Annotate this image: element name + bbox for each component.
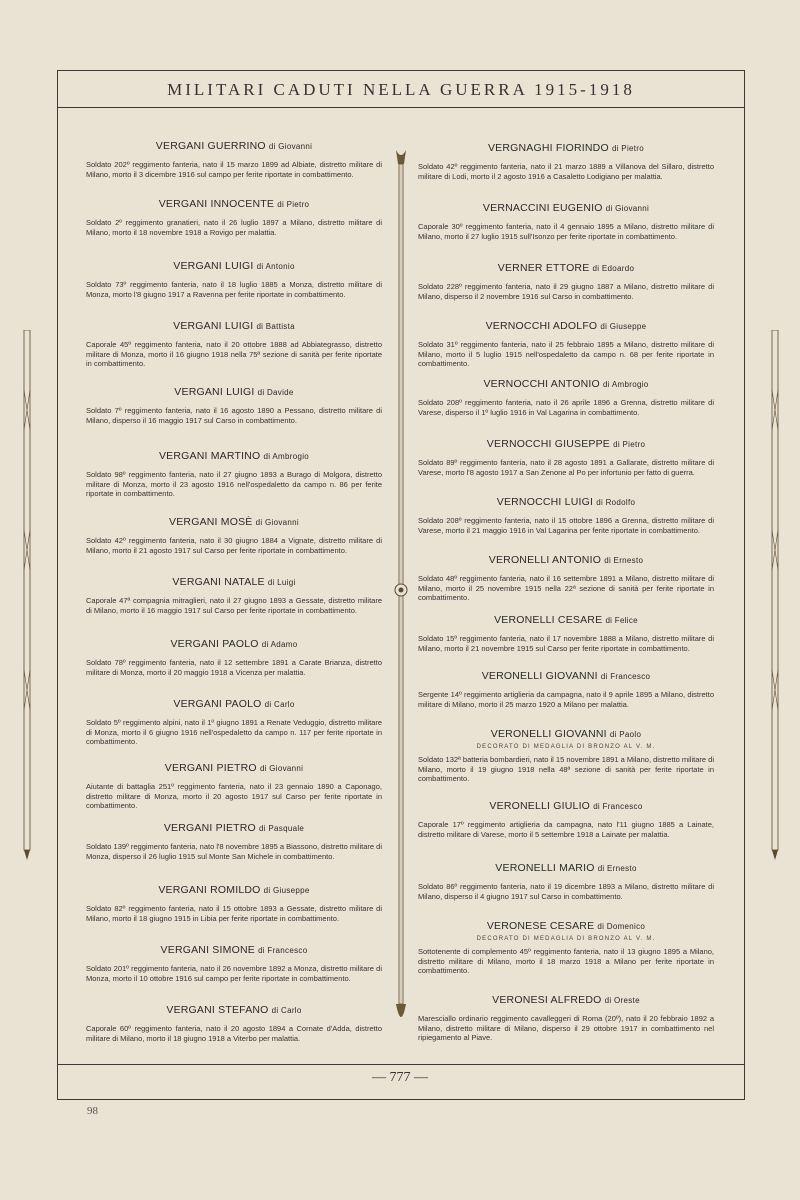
casualty-name: VERONESE CESARE xyxy=(486,920,595,932)
casualty-description: Maresciallo ordinario reggimento cavalleggeri di Roma (20º), nato il 20 febbraio 1892 a Milano, distretto militare di Milano, disperso il 29 ottobre 1917 in combattimento nel ripiegamento al Piave. xyxy=(418,1014,714,1042)
casualty-description: Caporale 60º reggimento fanteria, nato il 20 agosto 1894 a Cornate d'Adda, distretto militare di Milano, morto il 18 giugno 1918 a Viterbo per malattia. xyxy=(86,1024,382,1043)
casualty-name-line xyxy=(418,800,714,812)
right-ornament-icon xyxy=(768,330,782,860)
casualty-entry xyxy=(418,920,714,976)
casualty-parent: di Adamo xyxy=(261,640,298,649)
casualty-name-line xyxy=(86,140,382,152)
casualty-name: VERGANI PIETRO xyxy=(163,822,256,834)
casualty-entry xyxy=(86,884,382,923)
casualty-description: Soldato 228º reggimento fanteria, nato il 29 giugno 1887 a Milano, distretto militare di Milano, disperso il 2 novembre 1916 sul Carso in combattimento. xyxy=(418,282,714,301)
casualty-name: VERGANI LUIGI xyxy=(173,320,254,332)
casualty-name-line xyxy=(418,670,714,682)
casualty-entry xyxy=(86,450,382,499)
casualty-parent: di Ernesto xyxy=(604,556,644,565)
casualty-entry xyxy=(418,142,714,181)
casualty-parent: di Carlo xyxy=(271,1006,302,1015)
page-header xyxy=(57,72,745,108)
casualty-description: Soldato 86º reggimento fanteria, nato il 19 dicembre 1893 a Milano, distretto militare di Milano, disperso il 4 giugno 1917 sul Carso in combattimento. xyxy=(418,882,714,901)
casualty-name-line xyxy=(418,438,714,450)
casualty-name-line xyxy=(86,762,382,774)
casualty-entry xyxy=(86,576,382,615)
casualty-name: VERNOCCHI ANTONIO xyxy=(483,378,600,390)
casualty-parent: di Ambrogio xyxy=(263,452,310,461)
decoration-note: DECORATO DI MEDAGLIA DI BRONZO AL V. M. xyxy=(476,744,656,750)
casualty-parent: di Francesco xyxy=(600,672,651,681)
casualty-entry xyxy=(418,614,714,653)
casualty-parent: di Davide xyxy=(257,388,294,397)
casualty-entry xyxy=(418,994,714,1043)
casualty-name: VERGANI PIETRO xyxy=(164,762,257,774)
casualty-entry xyxy=(86,822,382,861)
casualty-name-line xyxy=(418,142,714,154)
casualty-name: VERGANI LUIGI xyxy=(173,260,254,272)
casualty-description: Sergente 14º reggimento artiglieria da campagna, nato il 9 aprile 1895 a Milano, distretto militare di Milano, morto il 25 marzo 1920 a Milano per malattia. xyxy=(418,690,714,709)
casualty-parent: di Domenico xyxy=(597,922,646,931)
left-ornament-icon xyxy=(20,330,34,860)
casualty-parent: di Giovanni xyxy=(268,142,313,151)
casualty-entry xyxy=(86,944,382,983)
casualty-description: Caporale 47ª compagnia mitraglieri, nato il 27 giugno 1893 a Gessate, distretto militare di Milano, morto il 16 maggio 1917 sul Carso per ferite riportate in combattimento. xyxy=(86,596,382,615)
casualty-description: Soldato 73º reggimento fanteria, nato il 18 luglio 1885 a Monza, distretto militare di Monza, morto l'8 giugno 1917 a Ravenna per ferite riportate in combattimento. xyxy=(86,280,382,299)
casualty-description: Caporale 30º reggimento fanteria, nato il 4 gennaio 1895 a Milano, distretto militare di Milano, morto il 27 luglio 1915 sull'Isonzo per ferite riportate in combattimento. xyxy=(418,222,714,241)
casualty-name-line xyxy=(86,198,382,210)
casualty-name: VERGANI LUIGI xyxy=(174,386,255,398)
casualty-name-line xyxy=(86,884,382,896)
decorative-column-icon xyxy=(394,150,408,1030)
casualty-name-line xyxy=(86,638,382,650)
casualty-name: VERGANI MARTINO xyxy=(158,450,261,462)
casualty-name: VERGANI SIMONE xyxy=(160,944,255,956)
casualty-entry xyxy=(418,378,714,417)
casualty-name: VERGANI GUERRINO xyxy=(155,140,266,152)
casualty-entry xyxy=(418,554,714,603)
casualty-parent: di Antonio xyxy=(256,262,295,271)
casualty-parent: di Pietro xyxy=(611,144,645,153)
casualty-entry xyxy=(418,670,714,709)
casualty-name: VERONELLI GIULIO xyxy=(489,800,591,812)
casualty-description: Soldato 208º reggimento fanteria, nato il 26 aprile 1896 a Grenna, distretto militare di Varese, disperso il 1º luglio 1916 in Val Lagarina in combattimento. xyxy=(418,398,714,417)
casualty-name: VERGNAGHI FIORINDO xyxy=(487,142,609,154)
casualty-parent: di Pietro xyxy=(277,200,310,209)
casualty-entry xyxy=(418,496,714,535)
casualty-entry xyxy=(86,638,382,677)
casualty-name-line xyxy=(418,994,714,1006)
casualty-parent: di Giovanni xyxy=(259,764,304,773)
casualty-parent: di Rodolfo xyxy=(596,498,636,507)
casualty-name-line xyxy=(418,202,714,214)
casualty-description: Soldato 31º reggimento fanteria, nato il 25 febbraio 1895 a Milano, distretto militare di Milano, morto il 5 luglio 1915 nell'ospedaletto da campo n. 68 per ferite riportate in combattimento. xyxy=(418,340,714,368)
casualty-name: VERGANI PAOLO xyxy=(173,698,262,710)
casualty-description: Soldato 2º reggimento granatieri, nato il 26 luglio 1897 a Milano, distretto militare di Milano, morto il 18 novembre 1918 a Rovigo per malattia. xyxy=(86,218,382,237)
right-column xyxy=(418,120,714,1060)
casualty-parent: di Battista xyxy=(256,322,295,331)
casualty-name-line xyxy=(86,320,382,332)
casualty-description: Soldato 42º reggimento fanteria, nato il 21 marzo 1889 a Villanova del Sillaro, distretto militare di Lodi, morto il 2 agosto 1916 a Casaletto Lodigiano per malattia. xyxy=(418,162,714,181)
casualty-description: Soldato 48º reggimento fanteria, nato il 16 settembre 1891 a Milano, distretto militare di Milano, morto il 25 novembre 1915 nella 22ª sezione di sanità per ferite riportate in combattimento. xyxy=(418,574,714,602)
casualty-name-line xyxy=(86,1004,382,1016)
casualty-parent: di Ernesto xyxy=(597,864,637,873)
casualty-name-line xyxy=(86,944,382,956)
casualty-entry xyxy=(418,438,714,477)
casualty-name-line xyxy=(86,450,382,462)
casualty-parent: di Giuseppe xyxy=(263,886,310,895)
casualty-description: Soldato 201º reggimento fanteria, nato il 26 novembre 1892 a Monza, distretto militare di Monza, morto il 10 ottobre 1916 sul campo per ferite riportate in combattimento. xyxy=(86,964,382,983)
casualty-description: Sottotenente di complemento 45º reggimento fanteria, nato il 13 giugno 1895 a Milano, distretto militare di Milano, morto il 18 marzo 1918 a Milano per ferite riportate in combattimento. xyxy=(418,947,714,975)
casualty-name: VERONELLI CESARE xyxy=(494,614,603,626)
casualty-name: VERGANI MOSÈ xyxy=(169,516,253,528)
casualty-name-line xyxy=(418,862,714,874)
page-number: — 777 — xyxy=(372,1070,428,1085)
header-title: MILITARI CADUTI NELLA GUERRA 1915-1918 xyxy=(167,80,635,99)
casualty-entry xyxy=(86,698,382,747)
casualty-description: Soldato 5º reggimento alpini, nato il 1º giugno 1891 a Renate Veduggio, distretto militare di Monza, morto il 6 giugno 1916 nell'ospedaletto da campo n. 117 per ferite riportate in combattimento. xyxy=(86,718,382,746)
casualty-entry xyxy=(86,1004,382,1043)
left-column xyxy=(86,120,382,1060)
casualty-entry xyxy=(86,140,382,179)
casualty-entry xyxy=(86,198,382,237)
casualty-name: VERONELLI ANTONIO xyxy=(488,554,602,566)
casualty-name-line xyxy=(418,320,714,332)
casualty-description: Soldato 15º reggimento fanteria, nato il 17 novembre 1888 a Milano, distretto militare di Milano, morto il 21 novembre 1915 sul Carso per ferite riportate in combattimento. xyxy=(418,634,714,653)
casualty-name: VERONELLI GIOVANNI xyxy=(490,728,607,740)
casualty-parent: di Giuseppe xyxy=(600,322,647,331)
casualty-entry xyxy=(418,262,714,301)
casualty-entry xyxy=(418,800,714,839)
casualty-parent: di Luigi xyxy=(267,578,296,587)
casualty-description: Soldato 139º reggimento fanteria, nato l'8 novembre 1895 a Biassono, distretto militare di Monza, disperso il 26 luglio 1915 sul Monte San Michele in combattimento. xyxy=(86,842,383,861)
sheet-number: 98 xyxy=(87,1105,98,1117)
casualty-entry xyxy=(86,320,382,369)
casualty-name-line xyxy=(86,260,382,272)
casualty-name-line xyxy=(418,728,714,740)
casualty-name: VERGANI STEFANO xyxy=(166,1004,269,1016)
casualty-name: VERGANI NATALE xyxy=(172,576,265,588)
casualty-name-line xyxy=(418,920,714,932)
casualty-description: Soldato 78º reggimento fanteria, nato il 12 settembre 1891 a Carate Brianza, distretto militare di Monza, morto il 20 maggio 1918 a Vicenza per malattia. xyxy=(86,658,382,677)
decoration-note: DECORATO DI MEDAGLIA DI BRONZO AL V. M. xyxy=(476,936,656,942)
casualty-description: Caporale 45º reggimento fanteria, nato il 20 ottobre 1888 ad Abbiategrasso, distretto militare di Monza, morto il 16 giugno 1918 nella 75ª sezione di sanità per ferite riportate in combattimento. xyxy=(86,340,382,368)
casualty-parent: di Pasquale xyxy=(259,824,305,833)
casualty-entry xyxy=(418,728,714,784)
casualty-name: VERONELLI MARIO xyxy=(495,862,595,874)
casualty-name-line xyxy=(418,496,714,508)
casualty-parent: di Carlo xyxy=(264,700,295,709)
casualty-entry xyxy=(86,386,382,425)
casualty-name-line xyxy=(86,516,382,528)
casualty-description: Soldato 82º reggimento fanteria, nato il 15 ottobre 1893 a Gessate, distretto militare di Milano, morto il 18 giugno 1915 in Libia per ferite riportate in combattimento. xyxy=(86,904,382,923)
casualty-name: VERNOCCHI LUIGI xyxy=(496,496,594,508)
casualty-entry xyxy=(418,202,714,241)
casualty-entry xyxy=(86,260,382,299)
casualty-name: VERGANI INNOCENTE xyxy=(158,198,275,210)
casualty-name: VERONELLI GIOVANNI xyxy=(481,670,598,682)
casualty-name-line xyxy=(86,386,382,398)
casualty-description: Soldato 98º reggimento fanteria, nato il 27 giugno 1893 a Burago di Molgora, distretto militare di Monza, morto il 23 agosto 1916 nell'ospedaletto da campo n. 86 per ferite riportate in combattimento. xyxy=(86,470,382,498)
casualty-name-line xyxy=(86,822,382,834)
casualty-description: Soldato 132ª batteria bombardieri, nato il 15 novembre 1891 a Milano, distretto militare di Milano, morto il 19 giugno 1918 nella 48ª sezione di sanità per ferite riportate in combattimento. xyxy=(418,755,714,783)
casualty-name-line xyxy=(418,554,714,566)
casualty-parent: di Francesco xyxy=(593,802,643,811)
casualty-parent: di Oreste xyxy=(604,996,640,1005)
footer-rule xyxy=(57,1064,745,1065)
casualty-description: Caporale 17º reggimento artiglieria da campagna, nato l'11 giugno 1885 a Lainate, distretto militare di Varese, morto il 5 settembre 1918 a Lainate per malattia. xyxy=(418,820,714,839)
casualty-description: Aiutante di battaglia 251º reggimento fanteria, nato il 23 gennaio 1890 a Caponago, distretto militare di Monza, morto il 20 agosto 1917 sul Carso per ferite riportate in combattimento. xyxy=(86,782,382,810)
casualty-parent: di Paolo xyxy=(609,730,642,739)
casualty-parent: di Felice xyxy=(605,616,638,625)
casualty-name-line xyxy=(418,262,714,274)
casualty-name: VERNER ETTORE xyxy=(497,262,590,274)
casualty-name-line xyxy=(86,576,382,588)
casualty-parent: di Giovanni xyxy=(605,204,650,213)
casualty-entry xyxy=(418,320,714,369)
casualty-name: VERNOCCHI GIUSEPPE xyxy=(486,438,611,450)
casualty-name: VERNACCINI EUGENIO xyxy=(482,202,603,214)
casualty-name-line xyxy=(418,614,714,626)
casualty-entry xyxy=(418,862,714,901)
casualty-name-line xyxy=(418,378,714,390)
casualty-name-line xyxy=(86,698,382,710)
casualty-name: VERGANI PAOLO xyxy=(170,638,259,650)
casualty-parent: di Giovanni xyxy=(255,518,299,527)
casualty-entry xyxy=(86,516,382,555)
casualty-name: VERONESI ALFREDO xyxy=(492,994,602,1006)
casualty-description: Soldato 89º reggimento fanteria, nato il 28 agosto 1891 a Gallarate, distretto militare di Varese, morto l'8 agosto 1917 a San Zenone al Po per infortunio per fatto di guerra. xyxy=(418,458,714,477)
casualty-description: Soldato 208º reggimento fanteria, nato il 15 ottobre 1896 a Grenna, distretto militare di Varese, morto il 21 maggio 1916 in Val Lagarina per ferite riportate in combattimento. xyxy=(418,516,714,535)
casualty-description: Soldato 202º reggimento fanteria, nato il 15 marzo 1899 ad Albiate, distretto militare di Milano, morto il 3 dicembre 1916 sul campo per ferite riportate in combattimento. xyxy=(86,160,382,179)
casualty-parent: di Francesco xyxy=(258,946,308,955)
casualty-parent: di Pietro xyxy=(613,440,646,449)
casualty-name: VERGANI ROMILDO xyxy=(158,884,261,896)
casualty-description: Soldato 42º reggimento fanteria, nato il 30 giugno 1884 a Vignate, distretto militare di Milano, morto il 21 agosto 1917 sul Carso per ferite riportate in combattimento. xyxy=(86,536,382,555)
casualty-parent: di Edoardo xyxy=(592,264,635,273)
casualty-entry xyxy=(86,762,382,811)
casualty-parent: di Ambrogio xyxy=(602,380,649,389)
casualty-name: VERNOCCHI ADOLFO xyxy=(485,320,598,332)
casualty-description: Soldato 7º reggimento fanteria, nato il 16 agosto 1890 a Pessano, distretto militare di Milano, disperso il 16 maggio 1917 sul Carso in combattimento. xyxy=(86,406,382,425)
